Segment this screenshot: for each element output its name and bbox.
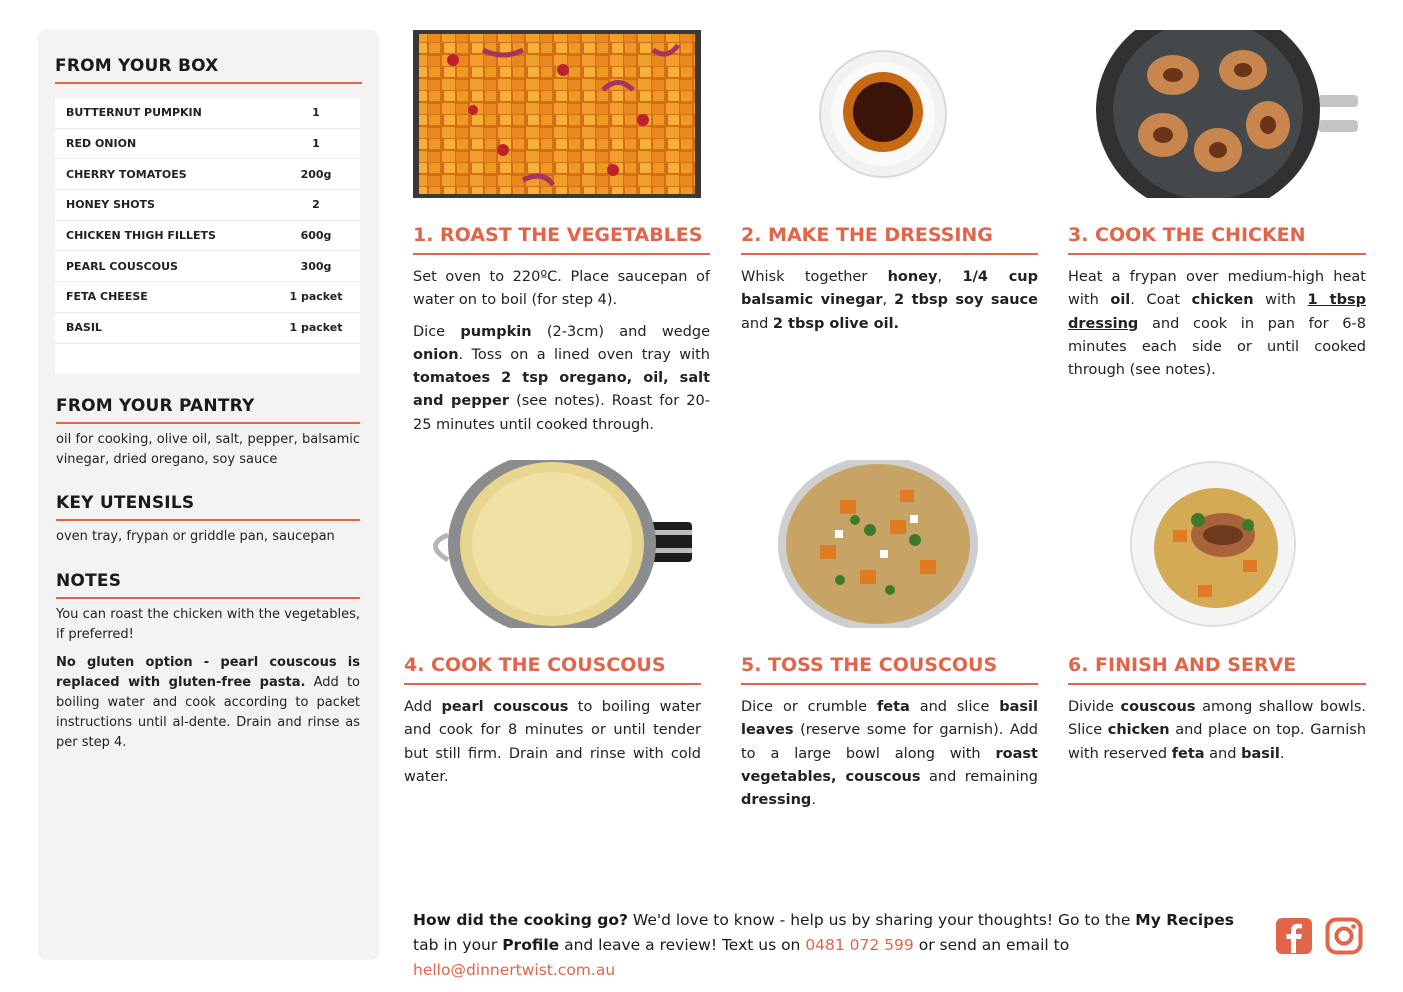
ingredient-name: CHICKEN THIGH FILLETS bbox=[66, 229, 216, 243]
divider bbox=[55, 82, 362, 84]
notes-text bbox=[56, 605, 360, 761]
notes-title: NOTES bbox=[56, 571, 122, 591]
text-span: and bbox=[741, 315, 773, 332]
step-paragraph bbox=[741, 266, 1038, 336]
ingredient-highlight: onion bbox=[413, 346, 459, 363]
text-span: , bbox=[937, 269, 963, 285]
feedback-footer bbox=[413, 908, 1263, 983]
instagram-icon[interactable] bbox=[1325, 917, 1363, 955]
ingredient-row bbox=[55, 221, 360, 252]
divider bbox=[741, 253, 1038, 255]
pantry-text: oil for cooking, olive oil, salt, pepper, balsamic vinegar, dried oregano, soy sauce bbox=[56, 432, 360, 467]
step-3-text bbox=[1068, 266, 1366, 390]
step-2-title: 2. MAKE THE DRESSING bbox=[741, 224, 993, 246]
footer-text: and leave a review! Text us on bbox=[559, 936, 806, 954]
step-6-text bbox=[1068, 696, 1366, 774]
text-span: and remaining bbox=[920, 768, 1038, 785]
text-span: , bbox=[882, 292, 895, 309]
text-span: and place on top. Garnish with reserved bbox=[1068, 722, 1367, 762]
ingredient-name: RED ONION bbox=[66, 137, 137, 151]
footer-text: tab in your bbox=[413, 936, 503, 954]
ingredient-highlight: honey bbox=[887, 269, 938, 285]
gluten-option: No gluten option - pearl couscous is replaced with gluten-free pasta. bbox=[56, 655, 360, 690]
divider bbox=[56, 597, 360, 599]
text-span: . bbox=[811, 792, 816, 809]
divider bbox=[404, 683, 701, 685]
ingredient-qty: 1 bbox=[312, 137, 320, 151]
text-span: and bbox=[1204, 745, 1242, 762]
ingredient-qty: 600g bbox=[300, 229, 332, 243]
salad-bowl-image bbox=[740, 460, 1038, 628]
text-span: . Coat bbox=[1130, 292, 1192, 309]
ingredient-row bbox=[55, 282, 360, 313]
ingredient-row bbox=[55, 313, 360, 344]
text-span: Divide bbox=[1068, 699, 1121, 715]
notes-paragraph: You can roast the chicken with the vegetables, if preferred! bbox=[56, 607, 360, 642]
ingredient-qty: 1 bbox=[312, 106, 320, 120]
step-5-text bbox=[741, 696, 1038, 820]
step-6-title: 6. FINISH AND SERVE bbox=[1068, 654, 1297, 676]
step-4-text bbox=[404, 696, 701, 797]
ingredient-qty: 200g bbox=[300, 167, 332, 181]
text-span: Heat a frypan over medium-high heat with bbox=[1068, 269, 1366, 309]
ingredient-row bbox=[55, 159, 360, 190]
text-span: (see notes). Roast for 20-25 minutes until cooked through. bbox=[413, 393, 710, 433]
text-span: Dice or crumble bbox=[741, 699, 877, 715]
ingredient-name: BUTTERNUT PUMPKIN bbox=[66, 106, 202, 120]
footer-text: We'd love to know - help us by sharing your thoughts! Go to the bbox=[627, 911, 1136, 929]
step-paragraph bbox=[1068, 266, 1366, 382]
ingredient-highlight: feta bbox=[1171, 745, 1205, 762]
step-paragraph bbox=[741, 696, 1038, 812]
text-span: and cook in pan for 6-8 minutes each side or until cooked through (see notes). bbox=[1068, 315, 1366, 379]
ingredient-row bbox=[55, 251, 360, 282]
notes-text-span: Add to boiling water and cook according to packet instructions until al-dente. Drain and rinse as per step 4. bbox=[56, 675, 360, 750]
roast-vegetables-image bbox=[413, 30, 701, 198]
step-paragraph bbox=[1068, 696, 1366, 766]
dressing-highlight: 1 tbsp dressing bbox=[1068, 292, 1366, 332]
divider bbox=[1068, 683, 1366, 685]
footer-text: or send an email to bbox=[913, 936, 1070, 954]
text-span: Dice bbox=[413, 323, 461, 340]
ingredient-highlight: couscous bbox=[1120, 699, 1196, 715]
feedback-question: How did the cooking go? bbox=[413, 911, 628, 929]
ingredient-highlight: feta bbox=[876, 699, 910, 715]
ingredient-qty: 300g bbox=[300, 259, 332, 273]
ingredient-highlight: oil bbox=[1110, 292, 1131, 309]
couscous-pot-image bbox=[404, 460, 701, 628]
divider bbox=[56, 422, 360, 424]
divider bbox=[741, 683, 1038, 685]
text-span: (reserve some for garnish). Add to a large bowl along with bbox=[741, 722, 1038, 762]
ingredient-highlight: 2 tbsp olive oil. bbox=[772, 315, 900, 332]
ingredient-highlight: pumpkin bbox=[460, 323, 532, 340]
phone-link[interactable]: 0481 072 599 bbox=[805, 936, 914, 954]
my-recipes-link[interactable]: My Recipes bbox=[1135, 911, 1234, 929]
ingredient-qty: 1 packet bbox=[289, 321, 343, 335]
ingredient-qty: 2 bbox=[312, 198, 320, 212]
finished-dish-image bbox=[1068, 460, 1366, 628]
facebook-icon[interactable] bbox=[1275, 917, 1313, 955]
ingredient-highlight: tomatoes 2 tsp oregano, oil, salt and pepper bbox=[413, 370, 710, 410]
notes-paragraph bbox=[56, 653, 360, 753]
ingredient-highlight: basil leaves bbox=[741, 699, 1038, 739]
step-1-text bbox=[413, 266, 710, 445]
text-span: with bbox=[1253, 292, 1308, 309]
text-span: and slice bbox=[909, 699, 1000, 715]
ingredient-name: PEARL COUSCOUS bbox=[66, 259, 178, 273]
key-utensils-title: KEY UTENSILS bbox=[56, 493, 195, 513]
step-paragraph bbox=[404, 696, 701, 789]
ingredient-highlight: basil bbox=[1241, 745, 1280, 762]
divider bbox=[1068, 253, 1366, 255]
ingredient-name: CHERRY TOMATOES bbox=[66, 167, 187, 181]
ingredients-table bbox=[55, 98, 360, 374]
ingredient-highlight: chicken bbox=[1191, 292, 1254, 309]
email-link[interactable]: hello@dinnertwist.com.au bbox=[413, 961, 616, 979]
ingredient-name: BASIL bbox=[66, 321, 102, 335]
ingredient-name: HONEY SHOTS bbox=[66, 198, 155, 212]
text-span: (2-3cm) and wedge bbox=[531, 323, 711, 340]
profile-link[interactable]: Profile bbox=[502, 936, 560, 954]
ingredient-highlight: roast vegetables, couscous bbox=[741, 745, 1038, 785]
step-4-title: 4. COOK THE COUSCOUS bbox=[404, 654, 666, 676]
utensils-text: oven tray, frypan or griddle pan, saucepan bbox=[56, 529, 335, 544]
divider bbox=[56, 519, 360, 521]
text-span: among shallow bowls. Slice bbox=[1068, 699, 1366, 739]
step-5-title: 5. TOSS THE COUSCOUS bbox=[741, 654, 998, 676]
ingredient-name: FETA CHEESE bbox=[66, 290, 148, 304]
text-span: Add bbox=[404, 699, 442, 715]
ingredient-highlight: pearl couscous bbox=[441, 699, 569, 715]
ingredient-highlight: chicken bbox=[1107, 722, 1170, 739]
step-paragraph bbox=[413, 321, 710, 437]
divider bbox=[413, 253, 710, 255]
dressing-image bbox=[740, 30, 1038, 198]
ingredient-highlight: dressing bbox=[741, 792, 812, 809]
ingredient-qty: 1 packet bbox=[289, 290, 343, 304]
ingredient-row bbox=[55, 98, 360, 129]
from-your-box-title: FROM YOUR BOX bbox=[55, 56, 219, 76]
sidebar bbox=[38, 30, 379, 960]
chicken-pan-image bbox=[1068, 30, 1366, 198]
text-span: . bbox=[1279, 745, 1285, 762]
ingredient-highlight: 1/4 cup balsamic vinegar bbox=[741, 269, 1038, 309]
step-2-text bbox=[741, 266, 1038, 344]
ingredient-highlight: 2 tbsp soy sauce bbox=[894, 292, 1039, 309]
step-3-title: 3. COOK THE CHICKEN bbox=[1068, 224, 1306, 246]
ingredient-row bbox=[55, 190, 360, 221]
step-paragraph: Set oven to 220ºC. Place saucepan of water on to boil (for step 4). bbox=[413, 269, 710, 309]
ingredient-row bbox=[55, 129, 360, 160]
text-span: Whisk together bbox=[741, 269, 888, 285]
from-your-pantry-title: FROM YOUR PANTRY bbox=[56, 396, 255, 416]
text-span: . Toss on a lined oven tray with bbox=[458, 346, 710, 363]
step-1-title: 1. ROAST THE VEGETABLES bbox=[413, 224, 703, 246]
text-span: to boiling water and cook for 8 minutes or until tender but still firm. Drain and rinse with cold water. bbox=[404, 699, 701, 785]
